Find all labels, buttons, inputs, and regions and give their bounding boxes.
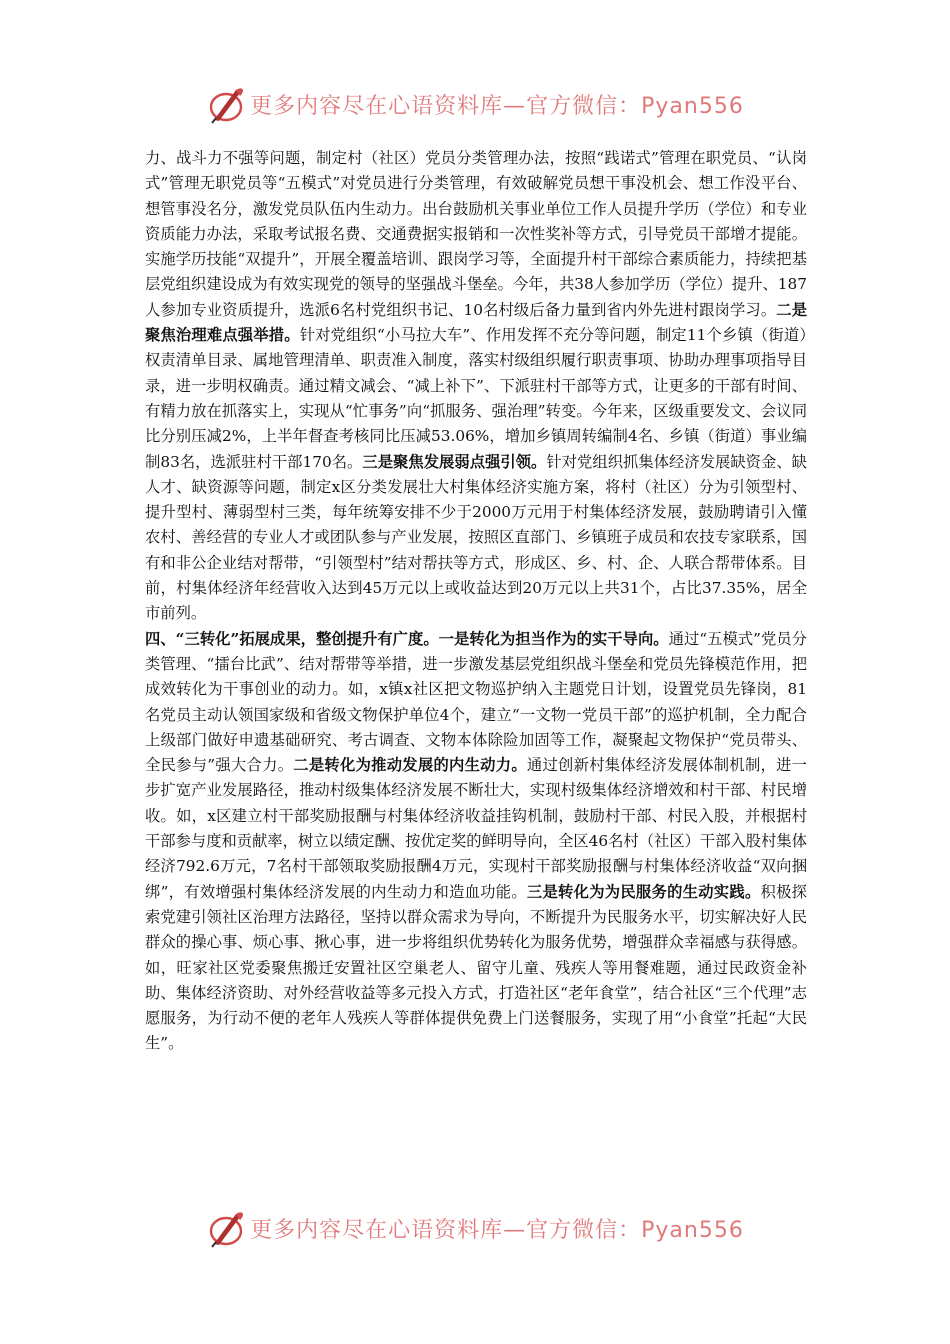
paragraph-2 — [145, 627, 807, 1057]
paragraph-text: 通过创新村集体经济发展体制机制，进一步扩宽产业发展路径，推动村级集体经济发展不断壮大，实现村级集体经济增效和村干部、村民增收。如，x区建立村干部奖励报酬与村集体经济收益挂钩机制，鼓励村干部、村民入股，并根据村干部参与度和贡献率，树立以绩定酬、按优定奖的鲜明导向，全区46名村（社区）干部入股村集体经济792.6万元，7名村干部领取奖励报酬4万元，实现村干部奖励报酬与村集体经济收益“双向捆绑”，有效增强村集体经济发展的内生动力和造血功能。 — [145, 756, 807, 901]
paragraph-text: 积极探索党建引领社区治理方法路径，坚持以群众需求为导向，不断提升为民服务水平，切实解决好人民群众的操心事、烦心事、揪心事，进一步将组织优势转化为服务优势，增强群众幸福感与获得感。如，旺家社区党委聚焦搬迁安置社区空巢老人、留守儿童、残疾人等用餐难题，通过民政资金补助、集体经济资助、对外经营收益等多元投入方式，打造社区“老年食堂”，结合社区“三个代理”志愿服务，为行动不便的老年人残疾人等群体提供免费上门送餐服务，实现了用“小食堂”托起“大民生”。 — [145, 882, 807, 1053]
paragraph-text: 针对党组织“小马拉大车”、作用发挥不充分等问题，制定11个乡镇（街道）权责清单目录、属地管理清单、职责准入制度，落实村级组织履行职责事项、协助办理事项指导目录，进一步明权确责。通过精文减会、“减上补下”、下派驻村干部等方式，让更多的干部有时间、有精力放在抓落实上，实现从“忙事务”向“抓服务、强治理”转变。今年来，区级重要发文、会议同比分别压减2%，上半年督查考核同比压减53.06%，增加乡镇周转编制4名、乡镇（街道）事业编制83名，选派驻村干部170名。 — [145, 326, 807, 471]
header-watermark — [0, 82, 950, 126]
bold-subheading: 三是转化为为民服务的生动实践。 — [526, 882, 761, 901]
bold-subheading: 三是聚焦发展弱点强引领。 — [362, 452, 547, 471]
feather-pen-logo-icon — [206, 84, 246, 124]
document-body — [145, 146, 807, 1057]
section-heading: 四、“三转化”拓展成果，整创提升有广度。一是转化为担当作为的实干导向。 — [145, 629, 669, 648]
watermark-text: 更多内容尽在心语资料库—官方微信：Pyan556 — [250, 1217, 744, 1243]
paragraph-text: 通过“五模式”党员分类管理、“擂台比武”、结对帮带等举措，进一步激发基层党组织战斗堡垒和党员先锋模范作用，把成效转化为干事创业的动力。如，x镇x社区把文物巡护纳入主题党日计划，设置党员先锋岗，81名党员主动认领国家级和省级文物保护单位4个，建立“一文物一党员干部”的巡护机制，全力配合上级部门做好申遗基础研究、考古调查、文物本体除险加固等工作，凝聚起文物保护“党员带头、全民参与”强大合力。 — [145, 629, 807, 775]
bold-subheading: 二是聚焦治理难点强举措。 — [145, 300, 807, 345]
paragraph-text: 针对党组织抓集体经济发展缺资金、缺人才、缺资源等问题，制定x区分类发展壮大村集体经济实施方案，将村（社区）分为引领型村、提升型村、薄弱型村三类，每年统筹安排不少于2000万元用于村集体经济发展，鼓励聘请引入懂农村、善经营的专业人才或团队参与产业发展，按照区直部门、乡镇班子成员和农技专家联系，国有和非公企业结对帮带，“引领型村”结对帮扶等方式，形成区、乡、村、企、人联合帮带体系。目前，村集体经济年经营收入达到45万元以上或收益达到20万元以上共31个，占比37.35%，居全市前列。 — [145, 452, 807, 623]
paragraph-1 — [145, 146, 807, 627]
paragraph-text: 力、战斗力不强等问题，制定村（社区）党员分类管理办法，按照“践诺式”管理在职党员、“认岗式”管理无职党员等“五模式”对党员进行分类管理，有效破解党员想干事没机会、想工作没平台、想管事没名分，激发党员队伍内生动力。出台鼓励机关事业单位工作人员提升学历（学位）和专业资质能力办法，采取考试报名费、交通费据实报销和一次性奖补等方式，引导党员干部增才提能。实施学历技能“双提升”，开展全覆盖培训、跟岗学习等，全面提升村干部综合素质能力，持续把基层党组织建设成为有效实现党的领导的坚强战斗堡垒。今年，共38人参加学历（学位）提升、187人参加专业资质提升，选派6名村党组织书记、10名村级后备力量到省内外先进村跟岗学习。 — [145, 149, 807, 319]
watermark-text: 更多内容尽在心语资料库—官方微信：Pyan556 — [250, 93, 744, 119]
feather-pen-logo-icon — [206, 1208, 246, 1248]
bold-subheading: 二是转化为推动发展的内生动力。 — [293, 756, 527, 775]
footer-watermark — [0, 1206, 950, 1250]
